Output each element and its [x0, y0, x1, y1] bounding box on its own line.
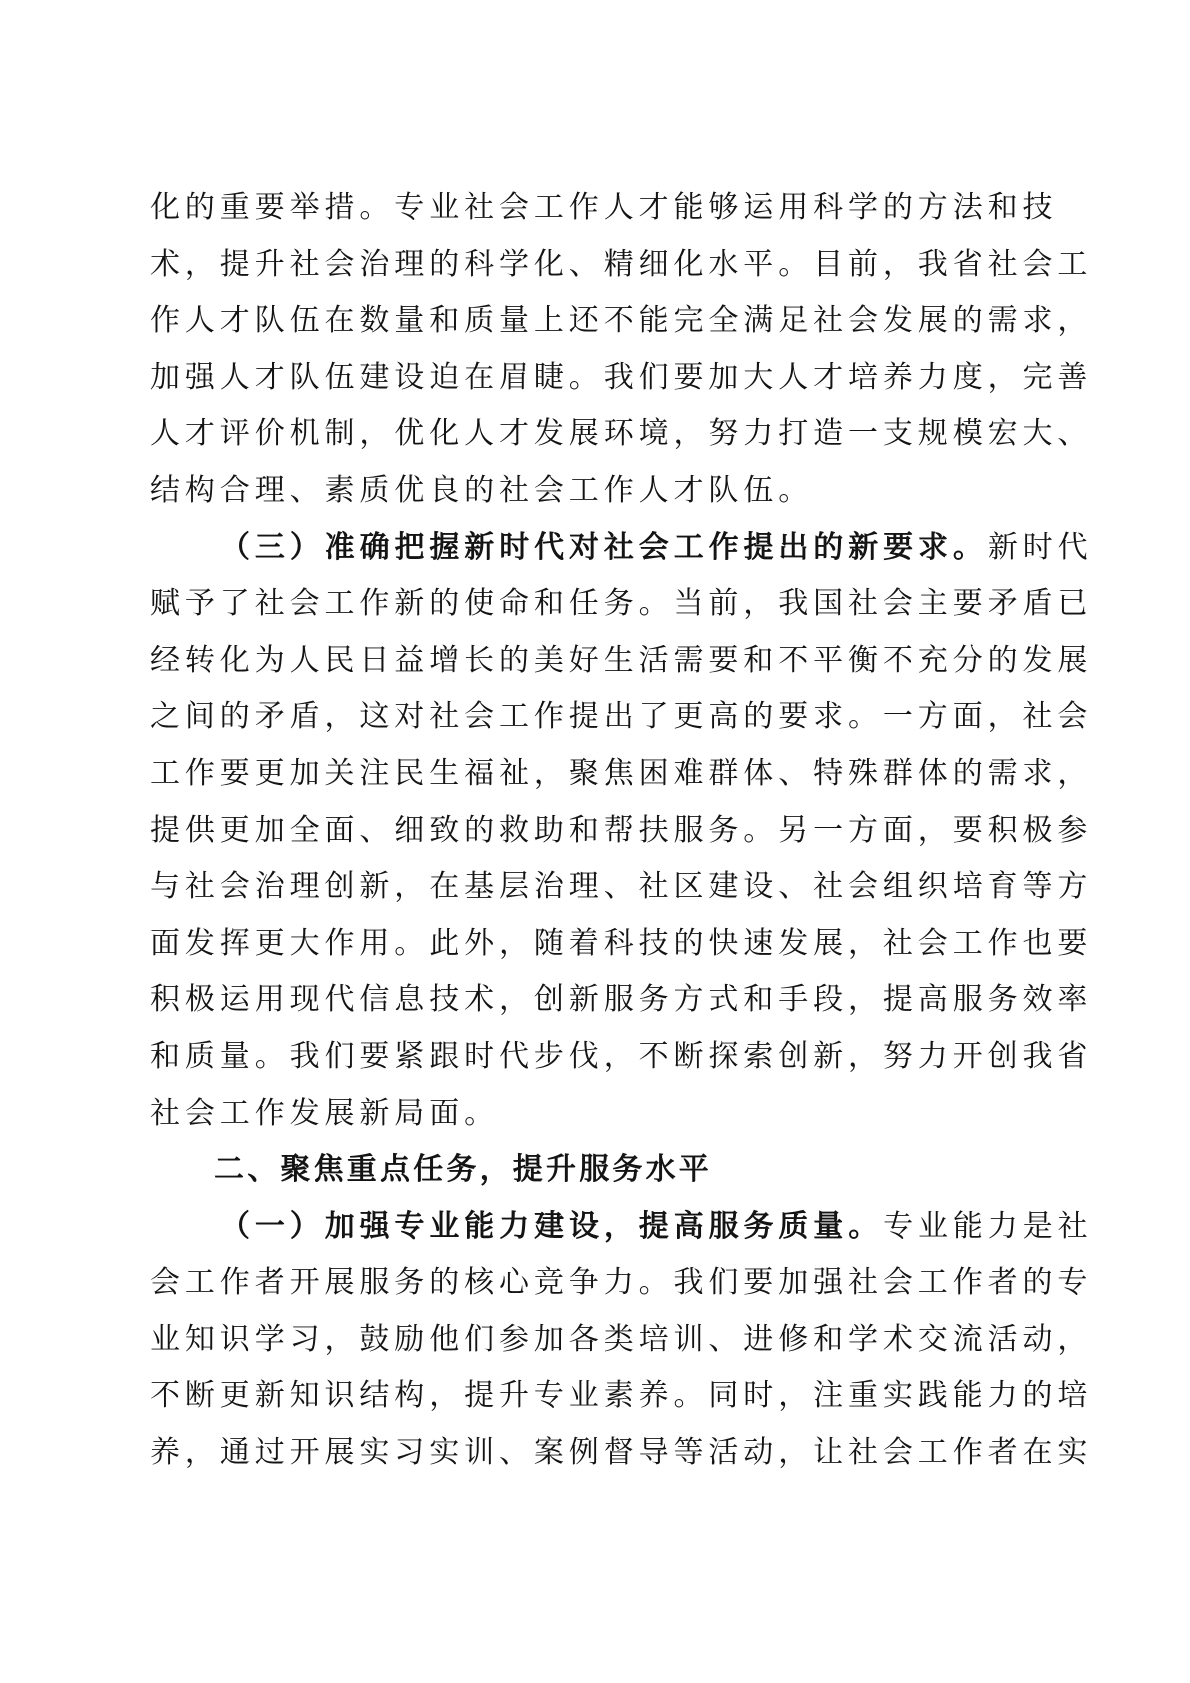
text-line: 工作要更加关注民生福祉，聚焦困难群体、特殊群体的需求，	[150, 755, 1093, 791]
paragraph-1	[150, 180, 1093, 520]
text-line: 化的重要举措。专业社会工作人才能够运用科学的方法和技	[150, 190, 1058, 225]
text-line	[150, 520, 1093, 577]
text-run: 专业能力是社	[883, 1208, 1093, 1244]
text-line: 结构合理、素质优良的社会工作人才队伍。	[150, 472, 814, 508]
text-line: 赋予了社会工作新的使命和任务。当前，我国社会主要矛盾已	[150, 586, 1093, 622]
text-line: 社会工作发展新局面。	[150, 1095, 499, 1131]
text-line: 面发挥更大作用。此外，随着科技的快速发展，社会工作也要	[150, 925, 1093, 961]
text-line: 提供更加全面、细致的救助和帮扶服务。另一方面，要积极参	[150, 812, 1093, 848]
text-line: 人才评价机制，优化人才发展环境，努力打造一支规模宏大、	[150, 416, 1093, 452]
text-line: 不断更新知识结构，提升专业素养。同时，注重实践能力的培	[150, 1378, 1093, 1414]
text-line: 养，通过开展实习实训、案例督导等活动，让社会工作者在实	[150, 1435, 1093, 1471]
text-line: 与社会治理创新，在基层治理、社区建设、社会组织培育等方	[150, 869, 1093, 905]
paragraph-lead-heading: （三）准确把握新时代对社会工作提出的新要求。	[220, 529, 988, 565]
paragraph-3	[150, 1199, 1093, 1482]
paragraph-2	[150, 520, 1093, 1143]
text-line: 术，提升社会治理的科学化、精细化水平。目前，我省社会工	[150, 246, 1093, 282]
text-line: 作人才队伍在数量和质量上还不能完全满足社会发展的需求，	[150, 303, 1093, 339]
text-run: 新时代	[987, 529, 1093, 565]
text-line: 会工作者开展服务的核心竞争力。我们要加强社会工作者的专	[150, 1265, 1093, 1301]
text-line: 积极运用现代信息技术，创新服务方式和手段，提高服务效率	[150, 982, 1093, 1018]
text-line: 业知识学习，鼓励他们参加各类培训、进修和学术交流活动，	[150, 1321, 1093, 1357]
text-line: 经转化为人民日益增长的美好生活需要和不平衡不充分的发展	[150, 642, 1093, 678]
text-line: 加强人才队伍建设迫在眉睫。我们要加大人才培养力度，完善	[150, 359, 1093, 395]
text-line: 之间的矛盾，这对社会工作提出了更高的要求。一方面，社会	[150, 699, 1093, 735]
document-body	[150, 180, 1093, 1482]
text-line	[150, 1199, 1093, 1256]
text-line: 和质量。我们要紧跟时代步伐，不断探索创新，努力开创我省	[150, 1038, 1093, 1074]
section-heading: 二、聚焦重点任务，提升服务水平	[214, 1152, 712, 1188]
paragraph-lead-heading: （一）加强专业能力建设，提高服务质量。	[220, 1208, 884, 1244]
